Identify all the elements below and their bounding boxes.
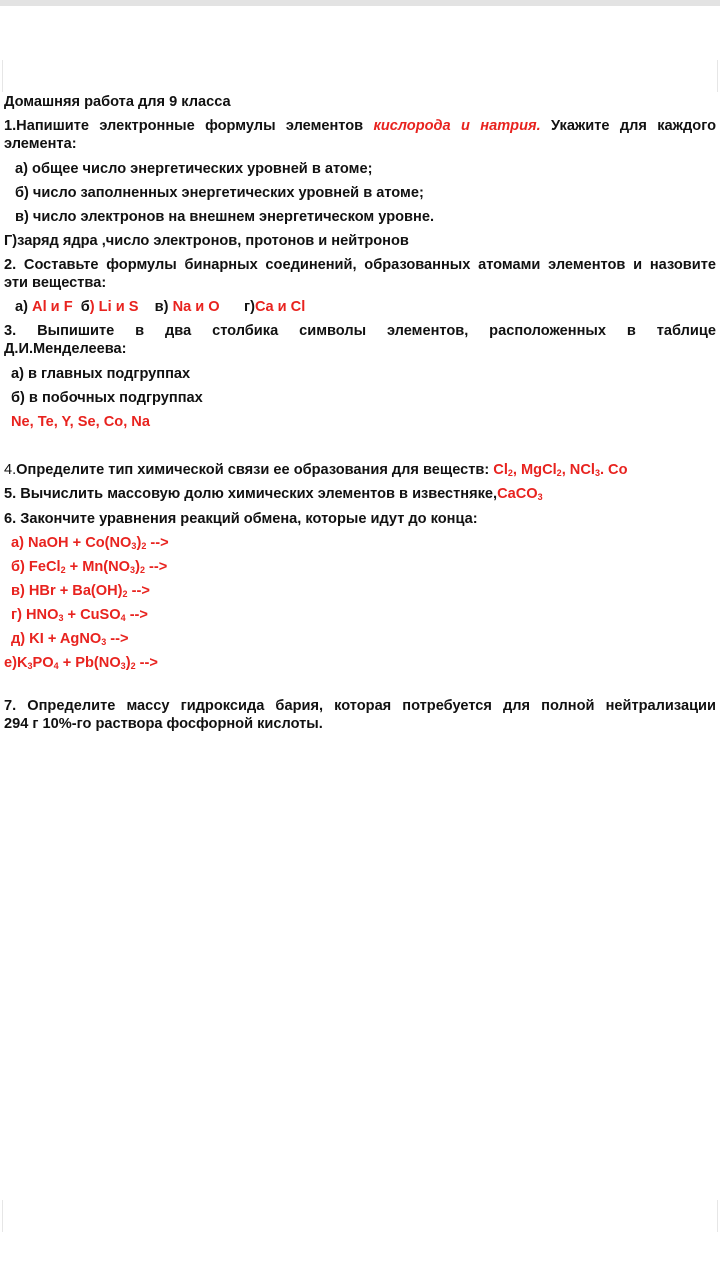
question-1-highlight: кислорода и натрия.: [373, 118, 541, 134]
question-4: 4.Определите тип химической связи ее образования для веществ: $Cl_2$, MgCl$_2$, NCl$_3$. Co: [4, 462, 628, 478]
question-7-line-2: 294 г 10%-го раствора фосфорной кислоты.: [4, 716, 323, 732]
question-5: 5. Вычислить массовую долю химических элементов в известняке,CaCO$_3$: [4, 486, 543, 502]
document-title: Домашняя работа для 9 класса: [4, 94, 231, 110]
page-edge-bottom-left: [2, 1200, 3, 1232]
question-3-line-2: Д.И.Менделеева:: [4, 341, 127, 357]
question-7-line-1: 7. Определите массу гидроксида бария, которая потребуется для полной нейтрализации: [4, 698, 716, 714]
question-3-item-b: б) в побочных подгруппах: [11, 390, 203, 406]
question-6-title: 6. Закончите уравнения реакций обмена, которые идут до конца:: [4, 511, 478, 527]
question-2-line-1: 2. Составьте формулы бинарных соединений, образованных атомами элементов и назовите: [4, 257, 716, 273]
question-3-line-1: 3. Выпишите в два столбика символы элементов, расположенных в таблице: [4, 323, 716, 339]
question-6-item-f: $е)K_3PO_4 + Pb(NO_3)_2$ -->: [4, 655, 158, 671]
question-6-item-e: д) KI + AgNO$_3$ -->: [11, 631, 129, 647]
question-2-line-2: эти вещества:: [4, 275, 107, 291]
question-1-line-2: элемента:: [4, 136, 77, 152]
top-status-strip: [0, 0, 720, 6]
page-edge-right: [717, 60, 718, 92]
question-2-options: а) Al и F б) Li и S в) Na и O г)Ca и Cl: [15, 299, 306, 315]
question-1-item-c: в) число электронов на внешнем энергетическом уровне.: [15, 209, 434, 225]
page-edge-bottom-right: [717, 1200, 718, 1232]
question-1-item-b: б) число заполненных энергетических уровней в атоме;: [15, 185, 424, 201]
question-6-item-d: г) $HNO_3$ + CuSO$_4$ -->: [11, 607, 148, 623]
question-3-elements: Ne, Te, Y, Se, Co, Na: [11, 414, 150, 430]
question-6-item-c: в) HBr + $Ba(OH)_2$ -->: [11, 583, 150, 599]
question-6-item-b: б) FeCl$_2$ + $Mn(NO_3)_2$ -->: [11, 559, 168, 575]
page-edge-left: [2, 60, 3, 92]
question-1-line-1: 1.Напишите электронные формулы элементов кислорода и натрия. Укажите для каждого: [4, 118, 716, 134]
question-1-item-d: Г)заряд ядра ,число электронов, протонов и нейтронов: [4, 233, 409, 249]
question-1-item-a: а) общее число энергетических уровней в атоме;: [15, 161, 373, 177]
question-3-item-a: а) в главных подгруппах: [11, 366, 191, 382]
question-6-item-a: а) NaOH + $Co(NO_3)_2$ -->: [11, 535, 169, 551]
